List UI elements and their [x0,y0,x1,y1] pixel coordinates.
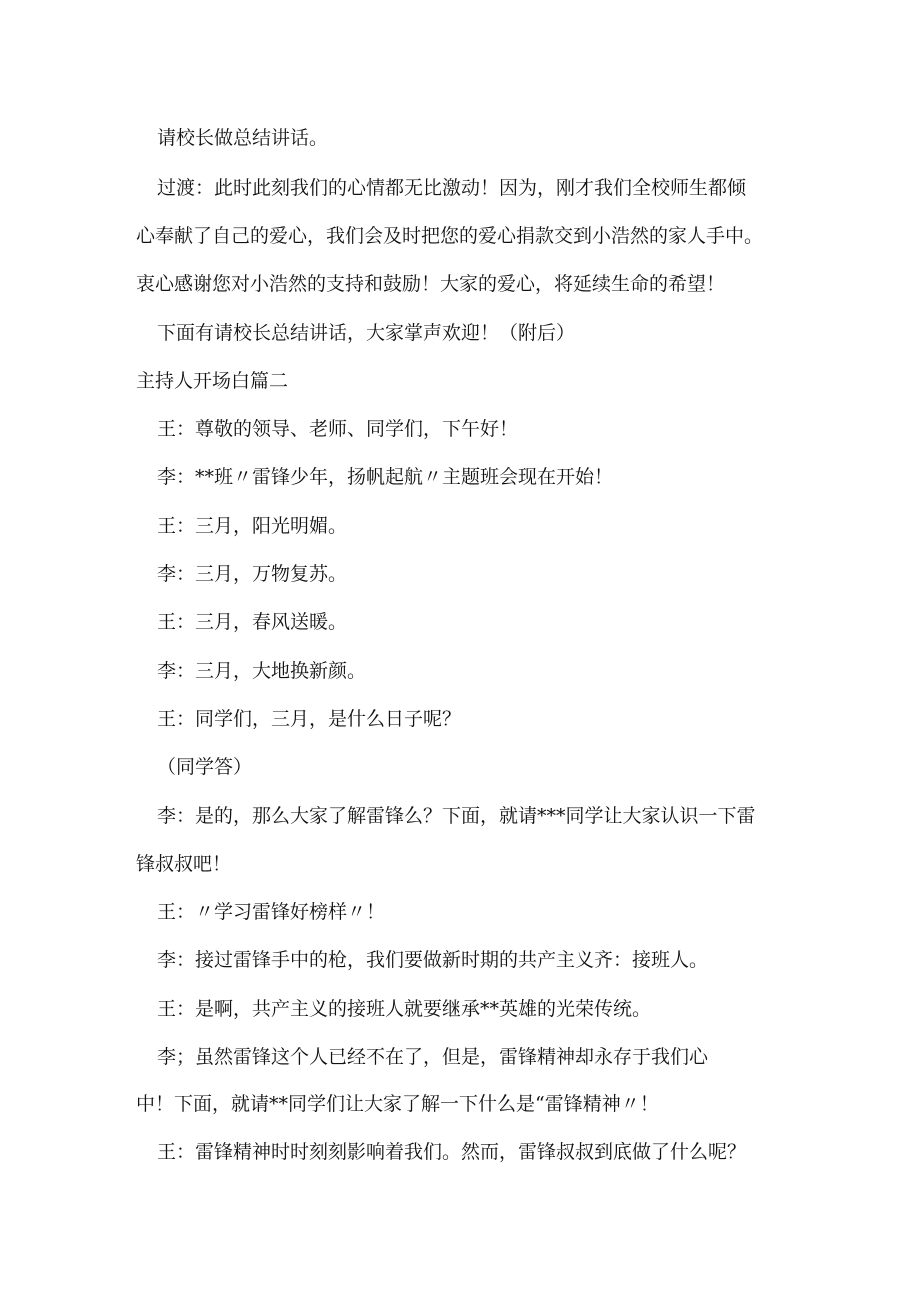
text-line: 王：〃学习雷锋好榜样〃！ [157,901,386,923]
text-line: 王：三月，阳光明媚。 [157,515,348,537]
text-line: 王：三月，春风送暖。 [157,611,348,633]
section-heading: 主持人开场白篇二 [136,370,289,392]
text-line: 锋叔叔吧！ [136,853,232,875]
text-line: 王：是啊，共产主义的接班人就要继承**英雄的光荣传统。 [157,998,652,1020]
text-line: （同学答） [157,756,253,778]
text-line: 王：尊敬的领导、老师、同学们，下午好！ [157,418,519,440]
text-line: 王：同学们，三月，是什么日子呢？ [157,708,462,730]
text-line: 李：**班〃雷锋少年，扬帆起航〃主题班会现在开始！ [157,466,614,488]
text-line: 李：三月，万物复苏。 [157,563,348,585]
text-line: 衷心感谢您对小浩然的支持和鼓励！大家的爱心，将延续生命的希望！ [136,273,726,295]
text-line: 李；虽然雷锋这个人已经不在了，但是，雷锋精神却永存于我们心 [157,1046,709,1068]
text-line: 过渡：此时此刻我们的心情都无比激动！因为，刚才我们全校师生都倾 [157,177,747,199]
text-line: 李：接过雷锋手中的枪，我们要做新时期的共产主义齐：接班人。 [157,949,709,971]
text-line: 中！下面，就请**同学们让大家了解一下什么是“雷锋精神〃！ [136,1093,659,1115]
text-line: 李：三月，大地换新颜。 [157,660,367,682]
text-line: 请校长做总结讲话。 [157,127,329,149]
text-line: 下面有请校长总结讲话，大家掌声欢迎！（附后） [157,322,576,344]
text-line: 心奉献了自己的爱心，我们会及时把您的爱心捐款交到小浩然的家人手中。 [136,225,764,247]
text-line: 李：是的，那么大家了解雷锋么？下面，就请***同学让大家认识一下雷 [157,805,756,827]
text-line: 王：雷锋精神时时刻刻影响着我们。然而，雷锋叔叔到底做了什么呢？ [157,1141,747,1163]
